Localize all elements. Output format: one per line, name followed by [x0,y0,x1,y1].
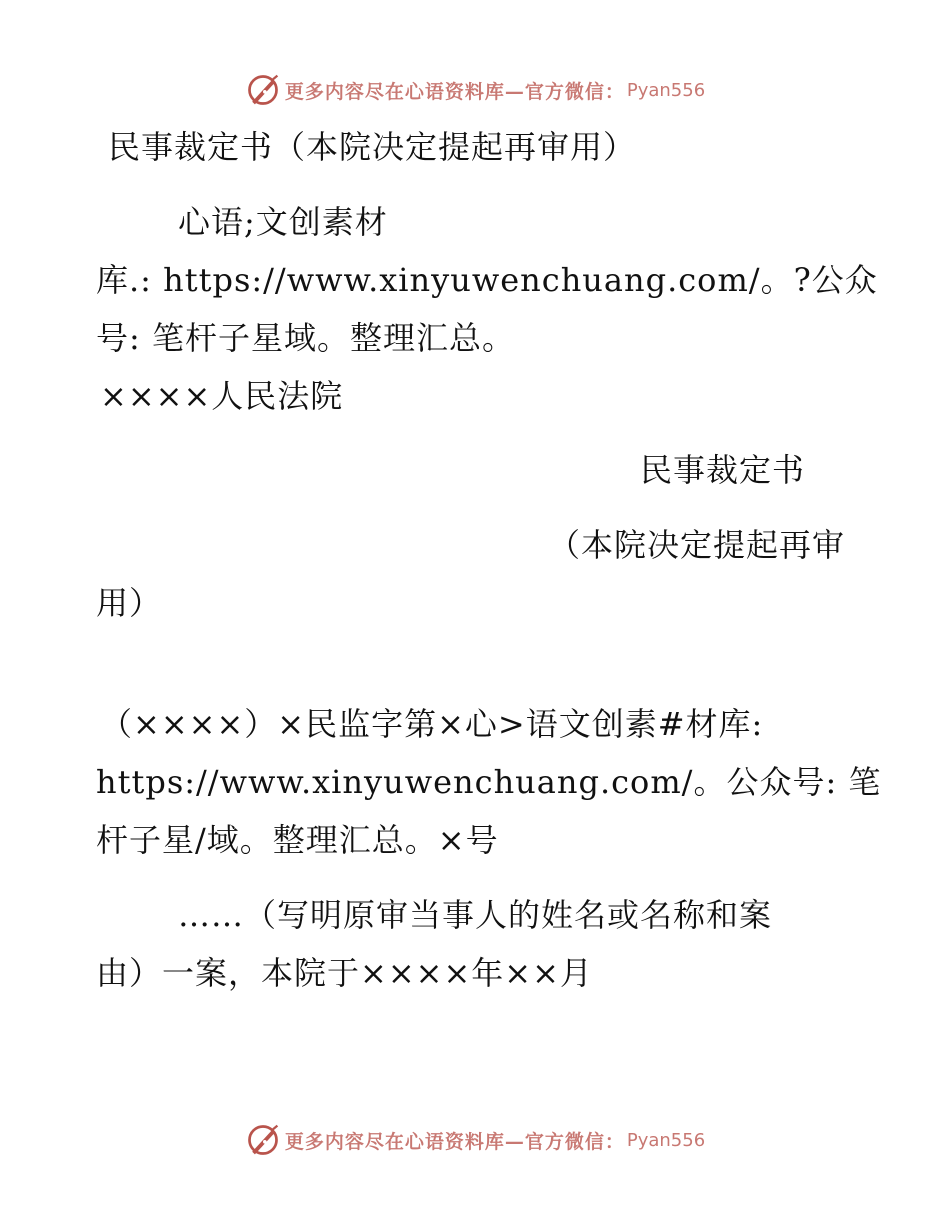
body-line-1: ……（写明原审当事人的姓名或名称和案 [178,896,773,934]
header-banner [0,70,950,110]
document-subtitle: 民事裁定书 [640,451,806,489]
intro-line-1: 心语;文创素材 [178,203,388,241]
case-number-line-2: https://www.xinyuwenchuang.com/。公众号: 笔 [96,763,882,801]
banner-text: 更多内容尽在心语资料库—官方微信： [284,80,625,103]
case-number-line-3: 杆子星/域。整理汇总。×号 [96,821,499,859]
intro-line-3: 号: 笔杆子星域。整理汇总。 [96,319,515,357]
banner-content [245,72,705,108]
court-name: ××××人民法院 [100,377,344,415]
banner-wechat-id: Pyan556 [626,1129,706,1151]
pen-logo-icon [245,72,281,108]
banner-content [245,1122,705,1158]
case-number-line-1: （××××）×民监字第×心>语文创素#材库: [100,705,764,743]
banner-text: 更多内容尽在心语资料库—官方微信： [284,1130,625,1153]
pen-logo-icon [245,1122,281,1158]
document-title: 民事裁定书（本院决定提起再审用） [108,128,637,166]
subtitle-note-line-1: （本院决定提起再审 [548,526,846,564]
intro-line-2: 库.: https://www.xinyuwenchuang.com/。?公众 [96,261,878,299]
subtitle-note-line-2: 用） [96,584,163,622]
footer-banner [0,1120,950,1160]
body-line-2: 由）一案，本院于××××年××月 [96,954,593,992]
banner-wechat-id: Pyan556 [626,79,706,101]
